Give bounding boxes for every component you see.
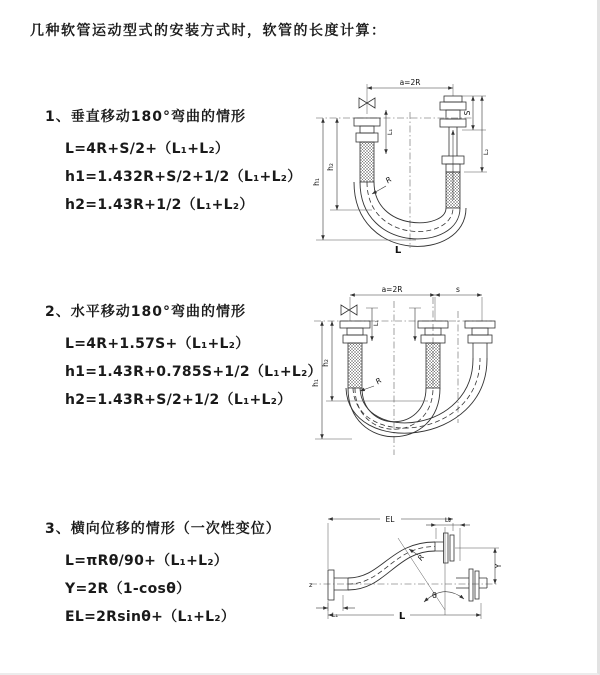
theta-label: θ: [432, 591, 437, 600]
right-flange-assembly-phantom: [465, 321, 495, 358]
middle-flange-assembly: [418, 321, 448, 388]
length-label: L: [398, 611, 406, 622]
dim-label-h1: h₁: [311, 379, 320, 387]
radius-label: R: [415, 552, 427, 563]
left-dimensions: [311, 321, 428, 439]
diagram-lateral-displacement: [298, 505, 593, 640]
dim-label-l2: L₂: [444, 516, 452, 524]
formula-EL: EL=2Rsinθ+（L₁+L₂）: [65, 609, 236, 625]
hose-s-curve: [348, 542, 435, 590]
dim-label-s: s: [456, 285, 460, 294]
radius-label: R: [373, 375, 384, 387]
dim-label-l1: L₁: [331, 611, 339, 619]
section-heading: 3、横向位移的情形（一次性变位）: [45, 521, 281, 537]
section-heading: 1、垂直移动180°弯曲的情形: [45, 109, 246, 125]
dim-label-s: S: [463, 110, 472, 116]
section-heading: 2、水平移动180°弯曲的情形: [45, 304, 246, 320]
dim-label-l1: L₁: [372, 319, 380, 327]
dim-label-y: Y: [494, 563, 503, 569]
diagram-vertical-180-bend: [310, 70, 595, 260]
radius-callout: [360, 376, 383, 391]
valve-icon: [341, 305, 357, 315]
hose-u-bends: [346, 358, 487, 437]
page-title: 几种软管运动型式的安装方式时，软管的长度计算：: [30, 23, 387, 39]
dim-label-a2r: a=2R: [381, 285, 403, 294]
dim-label-h1: h₁: [312, 178, 321, 186]
formula-h2: h2=1.43R+S/2+1/2（L₁+L₂）: [65, 392, 292, 408]
right-dimensions: [460, 96, 490, 172]
left-flange-assembly: [340, 321, 370, 388]
formula-L: L=4R+S/2+（L₁+L₂）: [65, 141, 230, 157]
formula-L: L=πRθ/90+（L₁+L₂）: [65, 553, 229, 569]
dim-label-a2r: a=2R: [399, 78, 421, 87]
diagram-horizontal-180-bend: [310, 283, 595, 463]
dim-label-l1: L₁: [386, 128, 394, 136]
l-dimension: [328, 603, 481, 622]
left-flange-assembly: [354, 118, 380, 182]
radius-label: R: [383, 174, 394, 186]
radius-callout: [409, 549, 426, 562]
dim-label-h2: h₂: [321, 359, 330, 367]
upper-right-flange: [435, 533, 454, 563]
z-mark: z: [309, 581, 313, 589]
length-label: L: [394, 245, 402, 256]
formula-h1: h1=1.432R+S/2+1/2（L₁+L₂）: [65, 169, 302, 185]
l1-dimension: [316, 595, 355, 619]
dim-label-el: EL: [385, 515, 395, 524]
section-lateral-displacement: [45, 518, 281, 631]
left-flange: [328, 570, 348, 600]
formula-h1: h1=1.43R+0.785S+1/2（L₁+L₂）: [65, 364, 322, 380]
lower-right-flange-phantom: [456, 569, 487, 601]
dim-label-l2: L₂: [482, 148, 490, 156]
section-vertical-bend: [45, 106, 302, 219]
top-dimensions: [350, 285, 482, 321]
section-horizontal-bend: [45, 301, 322, 414]
formula-h2: h2=1.43R+1/2（L₁+L₂）: [65, 197, 254, 213]
formula-L: L=4R+1.57S+（L₁+L₂）: [65, 336, 250, 352]
formula-Y: Y=2R（1-cosθ）: [65, 581, 191, 597]
fitting-dimensions: [366, 308, 421, 341]
dim-label-h2: h₂: [326, 163, 335, 171]
